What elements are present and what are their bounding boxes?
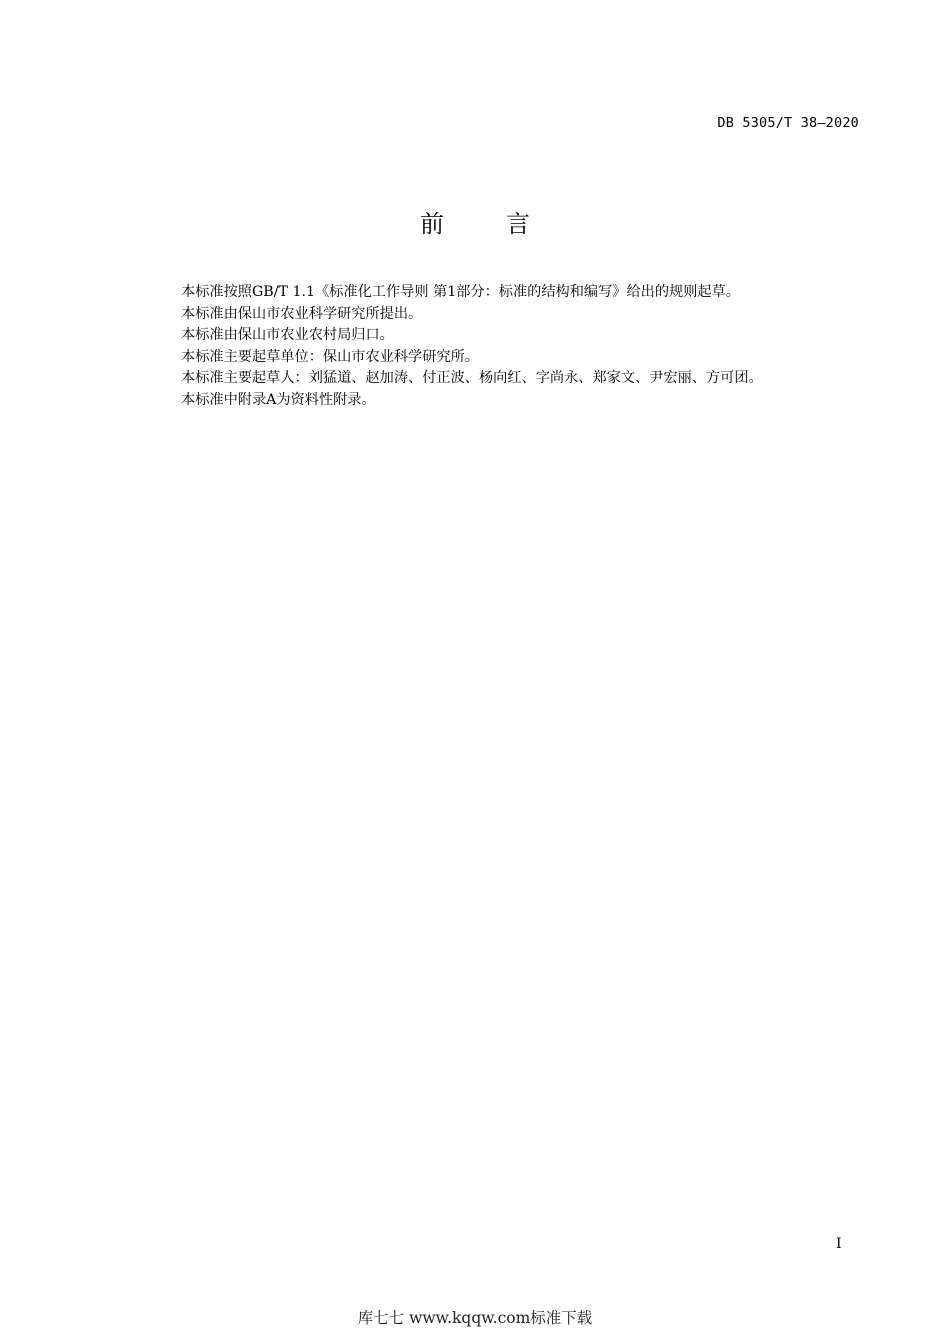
- paragraph-drafting-unit: 本标准主要起草单位：保山市农业科学研究所。: [181, 348, 479, 365]
- page-number: I: [836, 1236, 842, 1252]
- paragraph-proposer: 本标准由保山市农业科学研究所提出。: [181, 305, 423, 322]
- page-title-second-char: 言: [506, 210, 530, 238]
- paragraph-drafting-rules: 本标准按照GB/T 1.1《标准化工作导则 第1部分：标准的结构和编写》给出的规则起草。: [181, 284, 740, 300]
- document-code: DB 5305/T 38—2020: [717, 115, 859, 131]
- foreword-body: [181, 282, 881, 412]
- paragraph-appendix-note: 本标准中附录A为资料性附录。: [181, 391, 376, 408]
- page-title: [0, 204, 950, 239]
- paragraph-administrator: 本标准由保山市农业农村局归口。: [181, 327, 394, 344]
- paragraph-drafters: 本标准主要起草人：刘猛道、赵加涛、付正波、杨向红、字尚永、郑家文、尹宏丽、方可团。: [181, 370, 763, 387]
- footer-watermark: 库七七 www.kqqw.com标准下载: [357, 1309, 593, 1327]
- page-title-first-char: 前: [420, 210, 444, 238]
